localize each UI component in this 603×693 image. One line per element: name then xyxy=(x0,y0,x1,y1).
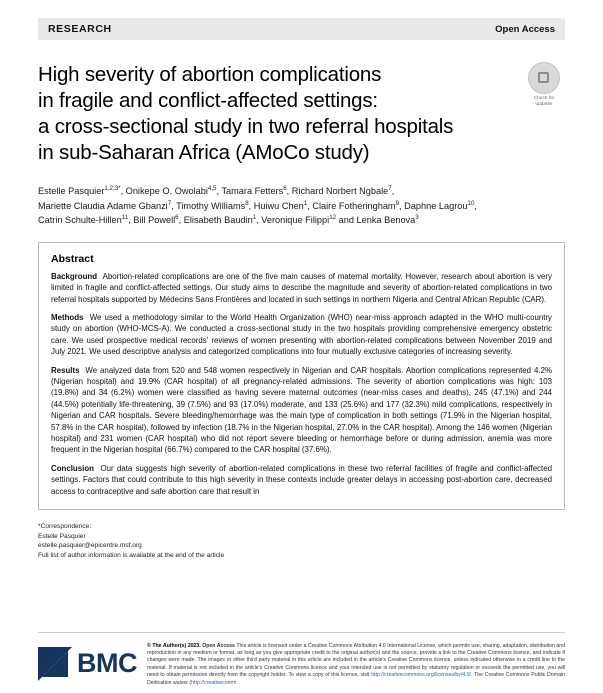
page-title xyxy=(38,62,508,166)
correspondence-marker: *Correspondence: xyxy=(38,523,92,531)
correspondence-email[interactable]: estelle.pasquier@epicentre.msf.org xyxy=(38,542,142,550)
crossmark-badge-icon xyxy=(528,62,560,94)
copyright-text: © The Author(s) 2023. xyxy=(147,642,201,649)
crossmark-line1: Check for xyxy=(533,95,555,100)
license-body: This article is licensed under a Creative Commons Attribution 4.0 International License, which permits use, sharing, adaptation, distribution and reproduction in any medium or format, as long as you give appropriate credit to the original author(s) and the source, provide a link to the Creative Commons licence, and indicate if changes were made. The images or other third party material in this article are included in the article's Creative Commons licence, unless indicated otherwise in a credit line to the material. If material is not included in the article's Creative Commons licence and your intended use is not permitted by statutory regulation or exceeds the permitted use, you will need to obtain permission directly from the copyright holder. To view a copy of this licence, visit xyxy=(147,642,566,679)
abstract-section-text: We analyzed data from 520 and 548 women respectively in Nigerian and CAR hospitals. Abortion complications represented 4.2% (Nigerian hospital) and 19.9% (CAR hospital) of all pregnancy-related admissions. The severity of abortion complications was high: 103 (19.8%) and 34 (6.2%) women were classified as having severe maternal outcomes (near-miss cases and deaths), 245 (47.1%) and 244 (44.5%) potentially life-threatening, 39 (7.5%) and 93 (17.0%) moderate, and 133 (25.6%) and 177 (32.3%) mild complications, respectively in Nigerian and CAR hospitals. Severe bleeding/hemorrhage was the main type of complication in both settings (71.9% in the Nigerian hospital, 57.8% in the CAR hospital), followed by infection (18.7% in the Nigerian hospital, 27.0% in the CAR hospital). Among the 146 women (Nigerian hospital) and 231 women (CAR hospital) who did not report severe bleeding or hemorrhage before or during admission, anemia was more frequent in the Nigerian hospital (66.7%) compared to the CAR hospital (37.6%). xyxy=(51,365,553,455)
footer-open-access-label: Open Access xyxy=(202,642,235,649)
license-text xyxy=(147,641,565,687)
abstract-section-label: Conclusion xyxy=(51,463,101,473)
abstract-section xyxy=(51,271,552,305)
correspondence-name: Estelle Pasquier xyxy=(38,532,86,540)
correspondence-note: Full list of author information is available at the end of the article xyxy=(38,551,225,559)
abstract-section-label: Results xyxy=(51,365,86,375)
bmc-logo-icon xyxy=(38,647,72,681)
author-line-1: Estelle Pasquier$^{1,2,3*}$, Onikepe O. Owolabi$^{4,5}$, Tamara Fetters$^6$, Richard Norbert Ngbale$^7$, xyxy=(38,184,395,196)
license-footer xyxy=(38,632,565,687)
abstract-heading: Abstract xyxy=(51,252,94,265)
title-line-4: in sub-Saharan Africa (AMoCo study) xyxy=(38,141,370,164)
author-line-3: Catrin Schulte-Hillen$^{11}$, Bill Powell$^6$, Elisabeth Baudin$^1$, Veronique Filippi$^{12}$ and Lenka Benova$^3$ xyxy=(38,214,419,226)
article-header-bar xyxy=(38,18,565,40)
crossmark-badge[interactable] xyxy=(523,62,565,108)
title-line-3: a cross-sectional study in two referral hospitals xyxy=(38,115,454,138)
abstract-section xyxy=(51,312,552,358)
abstract-section xyxy=(51,365,552,456)
abstract-section-label: Background xyxy=(51,271,103,281)
abstract-section-text: Our data suggests high severity of abortion-related complications in these two referral facilities of fragile and conflict-affected settings. Factors that could contribute to this high severity in these contexts include greater delays in accessing post-abortion care, decreased access to contraceptive and safe abortion care that result in xyxy=(51,463,552,496)
license-tail: . The Creative Commons Public Domain Dedication waiver xyxy=(147,672,565,686)
article-page xyxy=(0,18,603,693)
abstract-section-label: Methods xyxy=(51,313,90,322)
waiver-link[interactable]: (http://creativecomm xyxy=(189,679,237,686)
author-line-2: Mariette Claudia Adame Gbanzi$^7$, Timothy Williams$^8$, Huiwu Chen$^1$, Claire Fotheringham$^9$, Daphne Lagrou$^{10}$, xyxy=(38,199,477,211)
crossmark-line2: updates xyxy=(535,101,553,107)
abstract-section-text: Abortion-related complications are one of the five main causes of maternal mortality. However, research about abortion is very limited in fragile and conflict-affected settings. Our study aims to describe the magnitude and severity of abortion-related complications in two referral hospitals supported by Médecins Sans Frontières and located in such settings in northern Nigeria and Central African Republic (CAR). xyxy=(51,271,553,304)
correspondence-block xyxy=(38,522,565,560)
license-link[interactable]: http://creativecommons.org/licenses/by/4.0/ xyxy=(371,672,471,679)
article-type-label: RESEARCH xyxy=(48,23,112,35)
open-access-label: Open Access xyxy=(495,23,555,35)
title-line-2: in fragile and conflict-affected settings: xyxy=(38,89,378,112)
abstract-box xyxy=(38,242,565,510)
bmc-logo-text: BMC xyxy=(77,648,137,679)
title-line-1: High severity of abortion complications xyxy=(38,63,382,86)
abstract-section xyxy=(51,463,552,497)
author-list xyxy=(38,184,533,228)
abstract-section-text: We used a methodology similar to the World Health Organization (WHO) near-miss approach adapted in the WHO multi-country study on abortion (WHO-MCS-A). We conducted a cross-sectional study in the two hospitals providing comprehensive emergency obstetric care. We used prospective medical records' reviews of women presenting with abortion-related complications between November 2019 and July 2021. We used descriptive analysis and categorized complications into four mutually exclusive categories of increasing severity. xyxy=(51,313,552,357)
abstract-sections xyxy=(51,271,552,497)
